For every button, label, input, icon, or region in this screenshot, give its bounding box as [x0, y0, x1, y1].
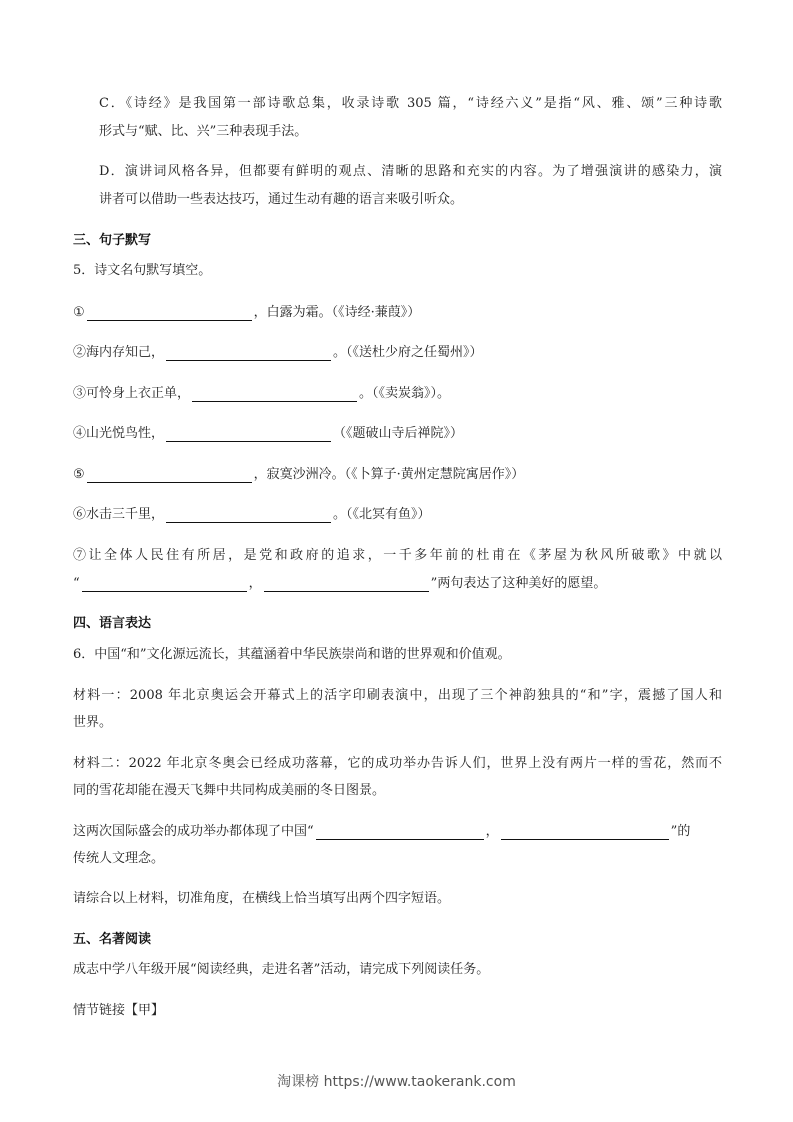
item-suffix: （《题破山寺后禅院》）: [333, 426, 464, 441]
material-1-line-2: 世界。: [73, 715, 113, 730]
dictation-item-3: [73, 386, 450, 402]
answer-blank-2[interactable]: [264, 577, 429, 592]
item-prefix: ⑤: [73, 467, 85, 482]
section-heading-classic-reading: 五、名著阅读: [73, 932, 152, 947]
item-suffix: ，寂寞沙洲冷。（《卜算子·黄州定慧院寓居作》）: [253, 467, 525, 482]
answer-blank-1[interactable]: [82, 577, 247, 592]
material-1-line-1: 材料一：2008 年北京奥运会开幕式上的活字印刷表演中，出现了三个神韵独具的“和”字，震撼了国人和: [73, 688, 722, 703]
dictation-item-4: [73, 426, 463, 442]
open-quote: “: [73, 576, 80, 591]
instruction: 请综合以上材料，切准角度，在横线上恰当填写出两个四字短语。: [73, 891, 451, 906]
answer-blank[interactable]: [166, 346, 331, 361]
material-2-line-1: 材料二：2022 年北京冬奥会已经成功落幕，它的成功举办告诉人们，世界上没有两片一样的雪花，然而不: [73, 756, 722, 771]
answer-blank-1[interactable]: [316, 825, 484, 840]
comma: ，: [248, 576, 262, 591]
dictation-item-5: [73, 467, 524, 483]
item-suffix: 。（《送杜少府之任蜀州》）: [333, 345, 483, 360]
answer-blank[interactable]: [166, 508, 331, 523]
option-d-line-2: 讲者可以借助一些表达技巧，通过生动有趣的语言来吸引听众。: [99, 192, 464, 207]
option-c-line-2: 形式与“赋、比、兴”三种表现手法。: [99, 124, 308, 139]
dictation-item-2: [73, 345, 483, 361]
item-suffix: ”两句表达了这种美好的愿望。: [430, 576, 607, 591]
plot-link-label: 情节链接【甲】: [73, 1003, 165, 1018]
material-2-line-2: 同的雪花却能在漫天飞舞中共同构成美丽的冬日图景。: [73, 783, 386, 798]
dictation-item-6: [73, 507, 431, 523]
question-6: 6．中国“和”文化源远流长，其蕴涵着中华民族崇尚和谐的世界观和价值观。: [73, 647, 511, 662]
fill-sentence-line-1: [73, 824, 690, 840]
item-prefix: ④山光悦鸟性，: [73, 426, 165, 441]
answer-blank-2[interactable]: [501, 825, 669, 840]
answer-blank[interactable]: [192, 387, 357, 402]
fill-sentence-line-2: 传统人文理念。: [73, 851, 165, 866]
option-d-line-1: D．演讲词风格各异，但都要有鲜明的观点、清晰的思路和充实的内容。为了增强演讲的感染力，演: [99, 164, 722, 179]
item-prefix: ③可怜身上衣正单，: [73, 386, 191, 401]
item-suffix: 。（《北冥有鱼》）: [333, 507, 431, 522]
fill-prefix: 这两次国际盛会的成功举办都体现了中国“: [73, 824, 314, 839]
dictation-item-7-line-2: [73, 576, 606, 592]
answer-blank[interactable]: [87, 306, 252, 321]
item-prefix: ②海内存知己，: [73, 345, 165, 360]
item-prefix: ⑥水击三千里，: [73, 507, 165, 522]
section-heading-sentence-dictation: 三、句子默写: [73, 233, 152, 248]
answer-blank[interactable]: [87, 468, 252, 483]
item-prefix: ①: [73, 305, 85, 320]
item-suffix: 。（《卖炭翁》）。: [359, 386, 451, 401]
answer-blank[interactable]: [166, 427, 331, 442]
option-c-line-1: C．《诗经》是我国第一部诗歌总集，收录诗歌 305 篇，“诗经六义”是指“风、雅、颂”三种诗歌: [99, 96, 722, 111]
footer-watermark: 淘课榜 https://www.taokerank.com: [277, 1074, 516, 1090]
question-5: 5．诗文名句默写填空。: [73, 263, 212, 278]
comma: ，: [485, 824, 499, 839]
dictation-item-1: [73, 305, 420, 321]
dictation-item-7-line-1: ⑦让全体人民住有所居，是党和政府的追求，一千多年前的杜甫在《茅屋为秋风所破歌》中就以: [73, 548, 722, 563]
fill-suffix: ”的: [670, 824, 691, 839]
section-heading-language-expression: 四、语言表达: [73, 616, 152, 631]
reading-intro: 成志中学八年级开展“阅读经典，走进名著”活动，请完成下列阅读任务。: [73, 962, 490, 977]
item-suffix: ，白露为霜。（《诗经·蒹葭》）: [253, 305, 421, 320]
